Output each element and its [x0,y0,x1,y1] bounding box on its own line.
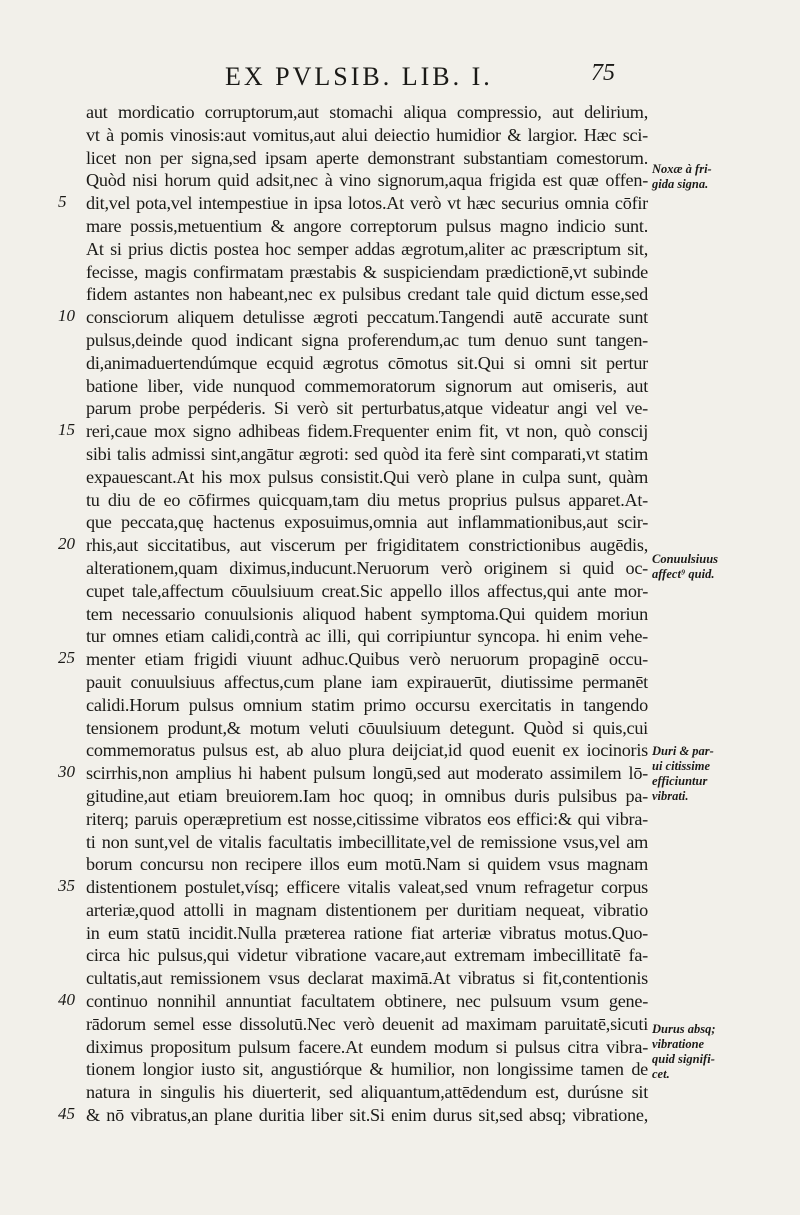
text-line: rādorum semel esse dissolutū.Nec verò deuenit ad maximam paruitatē,sicuti [86,1013,648,1034]
text-line: tem necessario conuulsionis aliquod habent symptoma.Qui quidem moriun [86,603,648,624]
text-line: di,animaduertendúmque ecquid ægrotus cōmotus sit.Qui si omni sit pertur [86,352,648,373]
running-title: EX PVLSIB. LIB. I. [225,62,493,91]
text-line: scirrhis,non amplius hi habent pulsum longū,sed aut moderato assimilem lō- [86,763,648,784]
line-number-35: 35 [58,876,75,895]
margin-note-line: Conuulsiuus [652,552,719,566]
text-line: riterq; paruis operæpretium est nosse,citissime vibratos eos effici:& qui vibra- [86,808,648,829]
line-number-20: 20 [58,534,75,553]
margin-note-line: efficiuntur [652,774,708,788]
text-line: commemoratus pulsus est, ab aluo plura deijciat,id quod euenit ex iocinoris [86,740,648,761]
body-text [86,101,648,1127]
margin-note [652,552,772,582]
text-line: continuo nonnihil annuntiat facultatem obtinere, nec pulsuum vsum gene- [86,991,648,1012]
text-line: circa hic pulsus,qui videtur vibratione vacare,aut extremam imbecillitatē fa- [86,945,648,966]
line-number-45: 45 [58,1104,75,1123]
text-line: pauit conuulsiuus affectus,cum plane iam expirauerūt, diutissime permanēt [86,671,648,692]
margin-note-line: vibratione [652,1037,705,1051]
margin-note-line: gida signa. [652,177,709,191]
text-line: arteriæ,quod attolli in magnam distentionem per duritiam nequeat, vibratio [86,899,648,920]
margin-note [652,162,772,192]
text-line: mare possis,metuentium & angore correptorum pulsus magno indicio sunt. [86,215,648,236]
text-line: Quòd nisi horum quid adsit,nec à vino signorum,aqua frigida est quæ offen- [86,170,648,191]
margin-note-line: vibrati. [652,789,689,803]
text-line: tur omnes etiam calidi,contrà ac illi, qui corripiuntur syncopa. hi enim vehe- [86,626,648,647]
text-line: aut mordicatio corruptorum,aut stomachi aliqua compressio, aut delirium, [86,102,648,122]
text-line: & nō vibratus,an plane duritia liber sit.Si enim durus sit,sed absq; vibratione, [86,1105,648,1126]
text-line: que peccata,quę hactenus exposuimus,omnia aut inflammationibus,aut scir- [86,512,648,533]
text-line: batione liber, vide nunquod commemoratorum signorum aut omiseris, aut [86,375,648,396]
margin-note-line: Durus absq; [652,1022,716,1036]
margin-note-line: affect⁹ quid. [652,567,715,581]
text-line: cupet tale,affectum cōuulsiuum creat.Sic appello illos affectus,qui ante mor- [86,580,648,601]
margin-note-line: cet. [652,1067,670,1081]
text-line: tensionem produnt,& motum veluti cōuulsiuum detegunt. Quòd si quis,cui [86,717,648,738]
text-line: consciorum aliquem detulisse ægroti peccatum.Tangendi autē accurate sunt [86,307,648,328]
text-line: tionem longior iusto sit, angustiórque & humilior, non longissime tamen de [86,1059,648,1080]
text-line: rhis,aut siccitatibus, aut viscerum per frigiditatem constrictionibus augēdis, [86,535,648,556]
margin-note-line: quid signifi- [652,1052,715,1066]
text-line: diximus propositum pulsum facere.At eundem modum si pulsus citra vibra- [86,1036,648,1057]
text-line: cultatis,aut remissionem vsus declarat maximā.At vibratus si fit,contentionis [86,968,648,989]
text-line: licet non per signa,sed ipsam aperte demonstrant substantiam comestorum. [86,147,648,168]
text-line: in eum statū incidit.Nulla præterea ratione fiat arteriæ vibratus motus.Quo- [86,922,648,943]
line-number-10: 10 [58,306,75,325]
text-line: borum concursu non recipere illos eum motū.Nam si quidem vsus magnam [86,854,648,875]
text-line: pulsus,deinde quod indicant signa proferendum,ac tum denuo sunt tangen- [86,329,648,350]
text-line: tu diu de eo cōfirmes quicquam,tam diu metus proprius pulsus apparet.At- [86,489,648,510]
line-number-40: 40 [58,990,75,1009]
text-line: fidem astantes non habeant,nec ex pulsibus credant tale quid dictum esse,sed [86,284,648,305]
margin-note [652,744,772,804]
text-line: menter etiam frigidi viuunt adhuc.Quibus verò neruorum propaginē occu- [86,649,648,670]
line-number-5: 5 [58,192,67,211]
text-line: calidi.Horum pulsus omnium statim primo occursu exercitatis in tangendo [86,694,648,715]
text-line: parum probe perpéderis. Si verò sit perturbatus,atque videatur angi vel ve- [86,398,648,419]
text-line: At si prius dictis postea hoc semper addas ægrotum,aliter ac præscriptum sit, [86,238,648,259]
page-header [0,58,800,98]
margin-note-line: Noxæ à fri- [652,162,712,176]
text-line: sibi talis admissi sint,angātur ægroti: sed quòd ita ferè sint comparati,vt statim [86,443,648,464]
text-line: alterationem,quam diximus,inducunt.Neruorum verò originem si quid oc- [86,557,648,578]
line-number-15: 15 [58,420,75,439]
text-line: gitudine,aut etiam breuiorem.Iam hoc quoq; in omnibus duris pulsibus pa- [86,785,648,806]
text-line: natura in singulis his diuerterit, sed aliquantum,attēdendum est, durúsne sit [86,1082,648,1103]
margin-note [652,1022,772,1082]
line-number-30: 30 [58,762,75,781]
text-line: reri,caue mox signo adhibeas fidem.Frequenter enim fit, vt non, quò conscij [86,421,648,442]
text-line: vt à pomis vinosis:aut vomitus,aut alui deiectio humidior & largior. Hæc sci- [86,124,648,145]
line-number-25: 25 [58,648,75,667]
text-line: distentionem postulet,vísq; efficere vitalis valeat,sed vnum refragetur corpus [86,877,648,898]
text-line: expauescant.At his mox pulsus consistit.Qui verò plane in culpa sunt, quàm [86,466,648,487]
text-line: ti non sunt,vel de vitalis facultatis imbecillitate,vel de remissione vsus,vel am [86,831,648,852]
text-line: dit,vel pota,vel intempestiue in ipsa lotos.At verò vt hæc securius omnia cōfir [86,193,648,214]
margin-note-line: ui citissime [652,759,710,773]
page-number: 75 [591,60,615,86]
margin-note-line: Duri & par- [652,744,714,758]
text-line: fecisse, magis confirmatam præstabis & suspiciendam prædictionē,vt subinde [86,261,648,282]
